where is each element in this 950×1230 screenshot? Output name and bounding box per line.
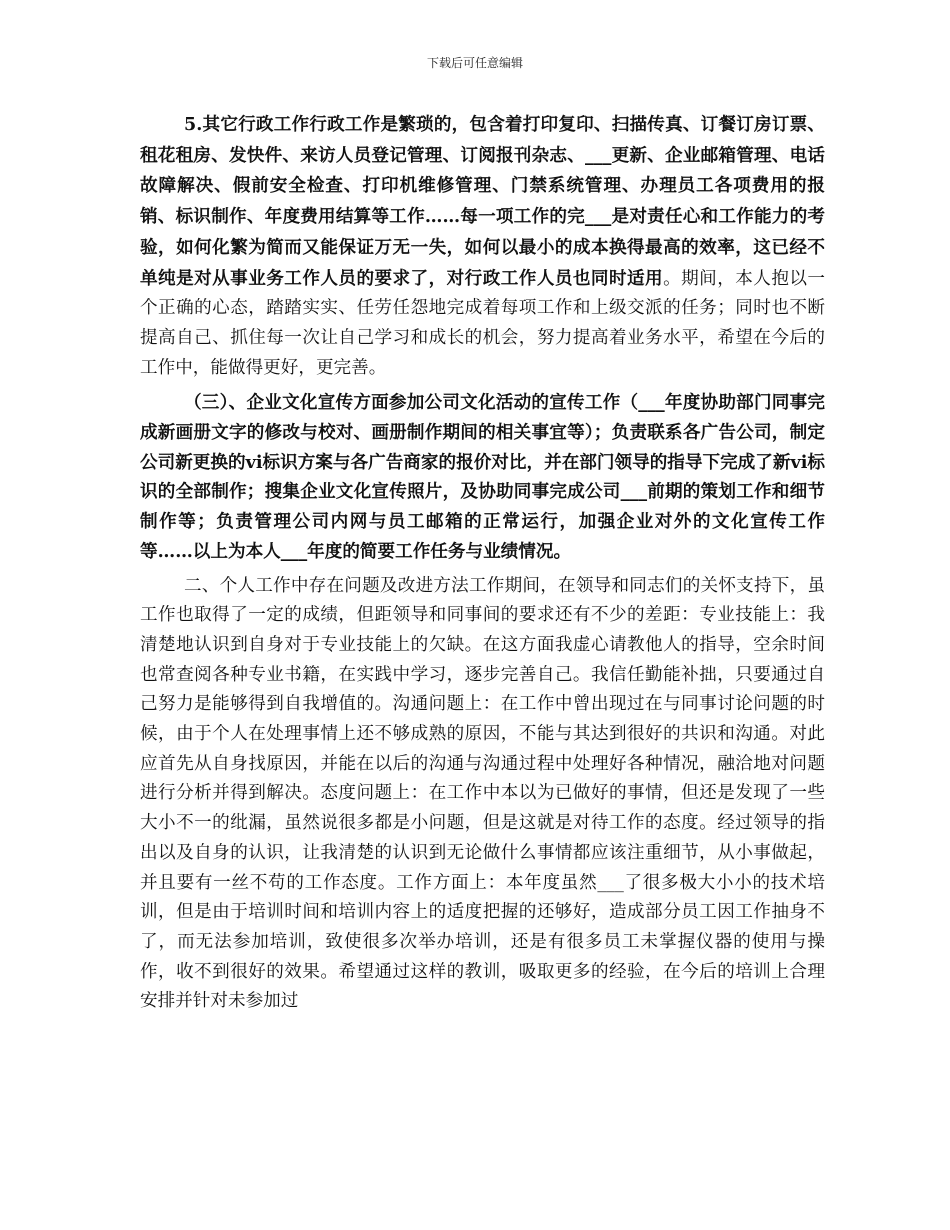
paragraph-corporate-culture: （三）、企业文化宣传方面参加公司文化活动的宣传工作（___年度协助部门同事完成新画册文字的修改与校对、画册制作期间的相关事宜等）；负责联系各广告公司，制定公司新更换的vi标识方案与各广告商家的报价对比，并在部门领导的指导下完成了新vi标识的全部制作；搜集企业文化宣传照片，及协助同事完成公司___前期的策划工作和细节制作等；负责管理公司内网与员工邮箱的正常运行，加强企业对外的文化宣传工作等……以上为本人___年度的简要工作任务与业绩情况。 <box>140 392 825 562</box>
document-body <box>140 110 825 1017</box>
page-header: 下载后可任意编辑 <box>426 56 523 70</box>
paragraph-bold-text: 5.其它行政工作行政工作是繁琐的，包含着打印复印、扫描传真、订餐订房订票、租花租房、发快件、来访人员登记管理、订阅报刊杂志、___更新、企业邮箱管理、电话故障解决、假前安全检查、打印机维修管理、门禁系统管理、办理员工各项费用的报销、标识制作、年度费用结算等工作……每一项工作的完___是对责任心和工作能力的考验，如何化繁为简而又能保证万无一失，如何以最小的成本换得最高的效率，这已经不单纯是对从事业务工作人员的要求了，对行政工作人员也同时适用 <box>140 114 825 289</box>
paragraph-problems-improvements: 二、个人工作中存在问题及改进方法工作期间，在领导和同志们的关怀支持下，虽工作也取得了一定的成绩，但距领导和同事间的要求还有不少的差距：专业技能上：我清楚地认识到自身对于专业技能上的欠缺。在这方面我虚心请教他人的指导，空余时间也常查阅各种专业书籍，在实践中学习，逐步完善自己。我信任勤能补拙，只要通过自己努力是能够得到自我增值的。沟通问题上：在工作中曾出现过在与同事讨论问题的时候，由于个人在处理事情上还不够成熟的原因，不能与其达到很好的共识和沟通。对此应首先从自身找原因，并能在以后的沟通与沟通过程中处理好各种情况，融洽地对问题进行分析并得到解决。态度问题上：在工作中本以为已做好的事情，但还是发现了一些大小不一的纰漏，虽然说很多都是小问题，但是这就是对待工作的态度。经过领导的指出以及自身的认识，让我清楚的认识到无论做什么事情都应该注重细节，从小事做起，并且要有一丝不苟的工作态度。工作方面上：本年度虽然___了很多极大小小的技术培训，但是由于培训时间和培训内容上的适度把握的还够好，造成部分员工因工作抽身不了，而无法参加培训，致使很多次举办培训，还是有很多员工未掌握仪器的使用与操作，收不到很好的效果。希望通过这样的教训，吸取更多的经验，在今后的培训上合理安排并针对未参加过 <box>140 575 825 1012</box>
paragraph-normal-text: 。期间，本人抱以一个正确的心态，踏踏实实、任劳任怨地完成着每项工作和上级交派的任务；同时也不断提高自己、抓住每一次让自己学习和成长的机会，努力提高着业务水平，希望在今后的工作中，能做得更好，更完善。 <box>140 268 825 378</box>
paragraph-other-admin-work <box>140 110 825 383</box>
